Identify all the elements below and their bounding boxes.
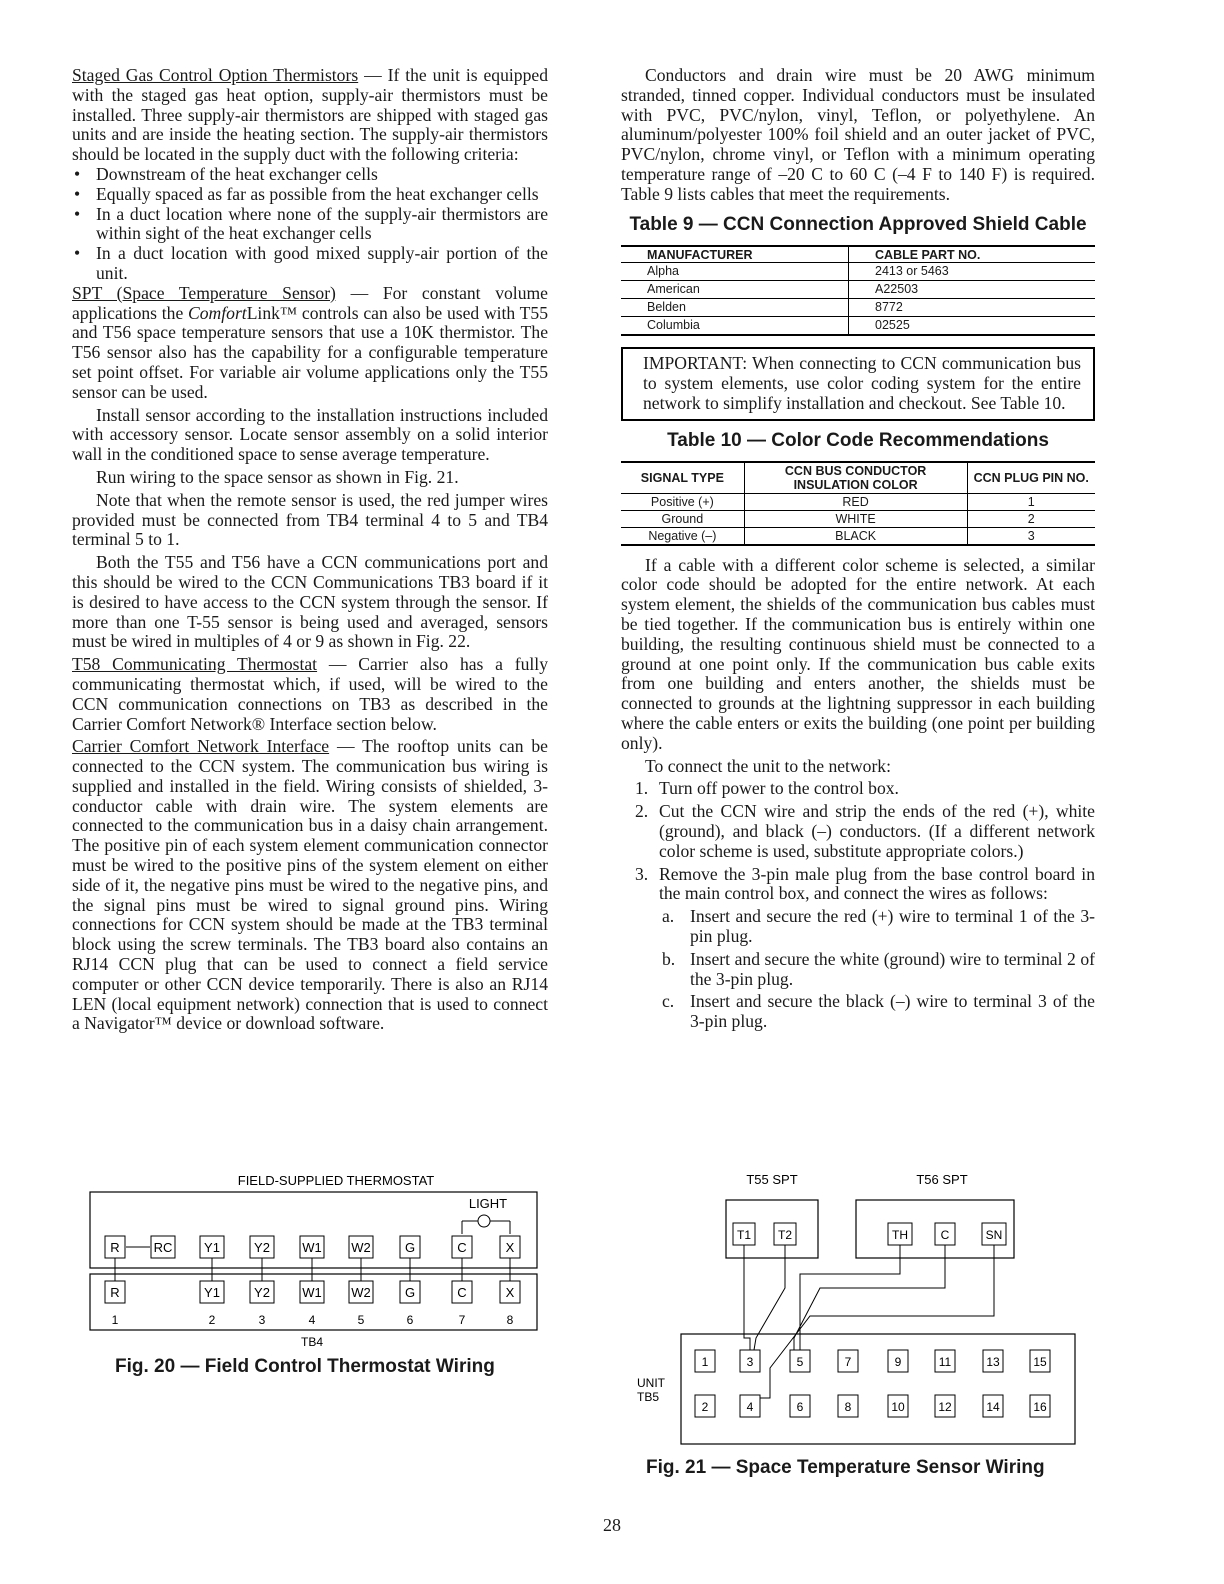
- table-cell: Ground: [621, 510, 744, 527]
- tb5-terminal-13-label: 13: [986, 1355, 1000, 1369]
- table-header: CCN PLUG PIN NO.: [967, 462, 1095, 494]
- t56-label: T56 SPT: [916, 1172, 968, 1187]
- ccn-port-paragraph: Both the T55 and T56 have a CCN communications port and this should be wired to the CCN Communications TB3 board if it is desired to have access to the CCN system through the sensor. If more than one T-55 sensor is being used and averaged, sensors must be wired in multiples of 4 or 9 as shown in Fig. 22.: [72, 552, 548, 652]
- tb5-terminal-8: [838, 1395, 858, 1417]
- tb5-terminals: [695, 1350, 1050, 1417]
- fig20-caption: Fig. 20 — Field Control Thermostat Wiring: [115, 1356, 495, 1377]
- step-number: 2.: [635, 801, 649, 822]
- table-cell: 2: [967, 510, 1095, 527]
- step-number: 1.: [635, 778, 649, 799]
- table-cell: BLACK: [744, 527, 967, 545]
- fig20-title: FIELD-SUPPLIED THERMOSTAT: [237, 1173, 435, 1188]
- cable-color-paragraph: If a cable with a different color scheme is selected, a similar color code should be adopted for the entire network. At each system element, the shields of the communication bus cables must be tied together. If the communication bus is entirely within one building, the resulting continuous shield must be connected to a ground at one point only. If the communication bus cable exits from one building and enters another, the shields must be connected to grounds at the lightning suppressor in each building where the cable enters or exits the building (one point per building only).: [621, 554, 1095, 753]
- thermostat-terminal-w1-label: W1: [302, 1240, 322, 1255]
- note-paragraph: Note that when the remote sensor is used, the red jumper wires provided must be connected from TB4 terminal 4 to 5 and TB4 terminal 5 to 1.: [72, 489, 548, 550]
- tb4-number: 3: [258, 1313, 266, 1327]
- tb4-terminal-c-label: C: [457, 1285, 467, 1300]
- thermostat-wires: [115, 1258, 510, 1281]
- tb4-number: 1: [111, 1313, 119, 1327]
- sensor-wires: [744, 1245, 994, 1398]
- tb4-terminals: [105, 1281, 520, 1303]
- important-notice: IMPORTANT: When connecting to CCN communication bus to system elements, use color coding system for the entire network to simplify installation and checkout. See Table 10.: [621, 347, 1095, 421]
- tb5-terminal-13: [983, 1350, 1003, 1372]
- step-text: Turn off power to the control box.: [659, 778, 899, 799]
- spt-heading: SPT (Space Temperature Sensor): [72, 282, 336, 303]
- table-row: [621, 493, 1095, 510]
- table-cell: American: [621, 280, 849, 298]
- thermostat-terminals: [105, 1236, 520, 1258]
- tb5-terminal-4: [740, 1395, 760, 1417]
- tb4-terminal-c: [452, 1281, 472, 1303]
- wire-sn: [760, 1245, 994, 1398]
- tb5-terminal-14-label: 14: [986, 1400, 1000, 1414]
- table-row: [621, 510, 1095, 527]
- tb5-terminal-12: [935, 1395, 955, 1417]
- table-row: [621, 262, 1095, 280]
- tb4-label: TB4: [300, 1335, 324, 1349]
- list-item: [621, 802, 1095, 861]
- tb4-terminal-x: [500, 1281, 520, 1303]
- step-number: a.: [662, 906, 675, 927]
- tb5-label: TB5: [637, 1390, 660, 1404]
- tb5-terminal-3: [740, 1350, 760, 1372]
- t56-terminal-c-label: C: [940, 1228, 950, 1242]
- tb5-terminal-15: [1030, 1350, 1050, 1372]
- step-text: Cut the CCN wire and strip the ends of the red (+), white (ground), and black (–) conductors. (If a different network color scheme is used, substitute appropriate colors.): [659, 801, 1095, 861]
- table-row: [621, 527, 1095, 545]
- step-number: 3.: [635, 863, 649, 884]
- thermostat-terminal-x-label: X: [505, 1240, 515, 1255]
- list-item: • In a duct location where none of the supply-air thermistors are within sight of the heat exchanger cells: [72, 205, 548, 245]
- unit-label: UNIT: [637, 1376, 665, 1390]
- ccn-interface-heading: Carrier Comfort Network Interface: [72, 736, 330, 757]
- spt-text-b: Link™ controls can also be used with T55 and T56 space temperature sensors that use a 10K thermistor. The T56 sensor also has the capability for a configurable temperature set point offset. For variable air volume applications only the T55 sensor can be used.: [72, 302, 548, 402]
- ccn-interface-text: — The rooftop units can be connected to the CCN system. The communication bus wiring is supplied and installed in the field. Wiring consists of shielded, 3-conductor cable with drain wire. The system elements are connected to the communication bus in a daisy chain arrangement. The positive pin of each system element communication connector must be wired to the positive pins of the system element on either side of it, the negative pins must be wired to the negative pins, and the signal pins must be wired to signal ground pins. Wiring connections for CCN system should be made at the TB3 terminal block using the screw terminals. The TB3 board also contains an RJ14 CCN plug that can be used to connect a field service computer or other CCN device temporarily. There is also an RJ14 LEN (local equipment network) connection that is used to connect a Navigator™ device or download software.: [72, 736, 548, 1034]
- tb5-terminal-7-label: 7: [844, 1355, 852, 1369]
- table9: [621, 245, 1095, 336]
- table-cell: 3: [967, 527, 1095, 545]
- tb5-terminal-16-label: 16: [1033, 1400, 1047, 1414]
- tb4-terminal-r: [105, 1281, 125, 1303]
- spt-italic: Comfort: [188, 302, 247, 323]
- t58-heading: T58 Communicating Thermostat: [72, 654, 318, 675]
- tb5-terminal-4-label: 4: [746, 1400, 754, 1414]
- step-text: Insert and secure the white (ground) wire to terminal 2 of the 3-pin plug.: [690, 948, 1095, 989]
- tb4-numbers: [112, 1313, 514, 1327]
- t55-terminal-t2: [774, 1223, 796, 1245]
- tb4-number: 8: [506, 1313, 514, 1327]
- table-header: CCN BUS CONDUCTOR INSULATION COLOR: [744, 462, 967, 494]
- tb4-terminal-w2: [349, 1281, 373, 1303]
- fig21-diagram: [630, 1168, 1090, 1453]
- page-number: 28: [603, 1515, 621, 1535]
- tb5-terminal-11: [935, 1350, 955, 1372]
- table-cell: WHITE: [744, 510, 967, 527]
- tb4-number: 7: [458, 1313, 466, 1327]
- tb5-terminal-15-label: 15: [1033, 1355, 1047, 1369]
- t56-terminal-th: [888, 1223, 912, 1245]
- t55-label: T55 SPT: [746, 1172, 798, 1187]
- tb4-terminal-y1-label: Y1: [204, 1285, 220, 1300]
- light-circuit: [462, 1215, 510, 1234]
- list-item: • Equally spaced as far as possible from the heat exchanger cells: [72, 185, 548, 205]
- tb5-terminal-16: [1030, 1395, 1050, 1417]
- tb5-terminal-6-label: 6: [796, 1400, 804, 1414]
- tb4-terminal-w1-label: W1: [302, 1285, 322, 1300]
- table9-title: Table 9 — CCN Connection Approved Shield Cable: [629, 213, 1087, 235]
- t55-terminal-t1: [733, 1223, 755, 1245]
- staged-gas-text: — If the unit is equipped with the staged gas heat option, supply-air thermistors must be installed. Three supply-air thermistors are shipped with staged gas units and are inside the heating section. The supply-air thermistors should be located in the supply duct with the following criteria:: [72, 65, 548, 165]
- t56-terminal-c: [935, 1223, 955, 1245]
- tb5-terminal-10: [888, 1395, 908, 1417]
- spt-paragraph: [72, 284, 548, 403]
- tb5-terminal-8-label: 8: [844, 1400, 852, 1414]
- install-paragraph: Install sensor according to the installation instructions included with accessory sensor. Locate sensor assembly on a solid interior wall in the conditioned space to sense average temperature.: [72, 404, 548, 465]
- spt-text: — For constant volume applications the: [72, 282, 548, 323]
- table-row: [621, 316, 1095, 335]
- thermostat-terminal-w2: [349, 1236, 373, 1258]
- step-text: Insert and secure the red (+) wire to terminal 1 of the 3-pin plug.: [690, 906, 1095, 946]
- fig20-diagram: [80, 1168, 550, 1353]
- table-row: [621, 298, 1095, 316]
- table-cell: 1: [967, 493, 1095, 510]
- table-cell: RED: [744, 493, 967, 510]
- t58-paragraph: [72, 655, 548, 734]
- tb5-terminal-6: [790, 1395, 810, 1417]
- list-item: [621, 865, 1095, 1032]
- ccn-interface-paragraph: [72, 737, 548, 1034]
- tb5-terminal-3-label: 3: [746, 1355, 754, 1369]
- table-cell: Positive (+): [621, 493, 744, 510]
- list-item: [621, 779, 1095, 799]
- left-column: [72, 66, 548, 1034]
- tb4-number: 2: [208, 1313, 216, 1327]
- t56-terminal-sn: [982, 1223, 1006, 1245]
- thermostat-terminal-y2: [250, 1236, 274, 1258]
- sub-steps: [659, 907, 1095, 1032]
- tb4-number: 5: [357, 1313, 365, 1327]
- fig21-caption: Fig. 21 — Space Temperature Sensor Wiring: [646, 1457, 1045, 1478]
- tb5-terminal-2: [695, 1395, 715, 1417]
- table-cell: 02525: [849, 316, 1095, 335]
- conductors-paragraph: Conductors and drain wire must be 20 AWG minimum stranded, tinned copper. Individual conductors must be insulated with PVC, PVC/nylon, vinyl, Teflon, or polyethylene. An aluminum/polyester 100% foil shield and an outer jacket of PVC, PVC/nylon, chrome vinyl, or Teflon with a minimum operating temperature range of –20 C to 60 C (–4 F to 140 F) is required. Table 9 lists cables that meet the requirements.: [621, 65, 1095, 204]
- table10-title: Table 10 — Color Code Recommendations: [667, 429, 1049, 451]
- tb4-terminal-y2: [250, 1281, 274, 1303]
- tb4-terminal-g-label: G: [404, 1285, 416, 1300]
- tb5-terminal-10-label: 10: [891, 1400, 905, 1414]
- tb4-terminal-y2-label: Y2: [254, 1285, 270, 1300]
- right-column: [621, 66, 1095, 1035]
- tb4-terminal-w2-label: W2: [351, 1285, 371, 1300]
- criteria-list: [72, 165, 548, 284]
- tb5-terminal-5: [790, 1350, 810, 1372]
- tb4-terminal-g: [400, 1281, 420, 1303]
- tb4-terminal-w1: [300, 1281, 324, 1303]
- table-header: SIGNAL TYPE: [621, 462, 744, 494]
- table-cell: 2413 or 5463: [849, 262, 1095, 280]
- tb5-terminal-5-label: 5: [796, 1355, 804, 1369]
- thermostat-terminal-y2-label: Y2: [254, 1240, 270, 1255]
- thermostat-terminal-w1: [300, 1236, 324, 1258]
- tb4-number: 4: [308, 1313, 316, 1327]
- tb5-terminal-9: [888, 1350, 908, 1372]
- table-row: [621, 280, 1095, 298]
- list-item: [659, 950, 1095, 990]
- thermostat-terminal-c: [452, 1236, 472, 1258]
- list-item: • In a duct location with good mixed supply-air portion of the unit.: [72, 244, 548, 284]
- tb4-terminal-y1: [200, 1281, 224, 1303]
- t56-terminal-sn-label: SN: [985, 1228, 1003, 1242]
- tb5-terminal-12-label: 12: [938, 1400, 952, 1414]
- thermostat-terminal-x: [500, 1236, 520, 1258]
- table-header-row: [621, 462, 1095, 494]
- tb5-terminal-2-label: 2: [701, 1400, 709, 1414]
- tb5-terminal-9-label: 9: [894, 1355, 902, 1369]
- t55-terminal-t2-label: T2: [777, 1228, 793, 1242]
- thermostat-terminal-rc-label: RC: [153, 1240, 173, 1255]
- thermostat-terminal-g: [400, 1236, 420, 1258]
- tb5-terminal-1-label: 1: [701, 1355, 709, 1369]
- thermostat-terminal-y1-label: Y1: [204, 1240, 220, 1255]
- tb5-terminal-1: [695, 1350, 715, 1372]
- step-text: Remove the 3-pin male plug from the base control board in the main control box, and connect the wires as follows:: [659, 863, 1095, 904]
- list-item: [659, 992, 1095, 1032]
- table-cell: Belden: [621, 298, 849, 316]
- tb5-terminal-7: [838, 1350, 858, 1372]
- table-header: CABLE PART NO.: [849, 246, 1095, 263]
- staged-gas-heading: Staged Gas Control Option Thermistors: [72, 65, 359, 85]
- table-header: MANUFACTURER: [621, 246, 849, 263]
- thermostat-terminal-rc: [151, 1236, 175, 1258]
- table-cell: Alpha: [621, 262, 849, 280]
- list-item: [659, 907, 1095, 947]
- staged-gas-paragraph: [72, 66, 548, 165]
- tb4-terminal-x-label: X: [505, 1285, 515, 1300]
- thermostat-terminal-r: [105, 1236, 125, 1258]
- connect-intro: To connect the unit to the network:: [645, 755, 891, 776]
- thermostat-terminal-r-label: R: [110, 1240, 120, 1255]
- thermostat-terminal-c-label: C: [457, 1240, 467, 1255]
- table-cell: Columbia: [621, 316, 849, 335]
- table-cell: Negative (–): [621, 527, 744, 545]
- t56-terminal-th-label: TH: [892, 1228, 908, 1242]
- step-text: Insert and secure the black (–) wire to terminal 3 of the 3-pin plug.: [690, 991, 1095, 1032]
- t55-terminal-t1-label: T1: [736, 1228, 752, 1242]
- tb4-number: 6: [406, 1313, 414, 1327]
- sensor-terminals: [733, 1223, 1006, 1245]
- table-cell: 8772: [849, 298, 1095, 316]
- table-cell: A22503: [849, 280, 1095, 298]
- t58-text: — Carrier also has a fully communicating thermostat which, if used, will be wired to the CCN communication connections on TB3 as described in the Carrier Comfort Network® Interface section below.: [72, 654, 548, 734]
- run-wiring-paragraph: Run wiring to the space sensor as shown in Fig. 21.: [96, 466, 459, 487]
- light-label: LIGHT: [468, 1196, 508, 1211]
- connect-steps: [621, 779, 1095, 1032]
- thermostat-terminal-w2-label: W2: [351, 1240, 371, 1255]
- thermostat-terminal-y1: [200, 1236, 224, 1258]
- table10: [621, 461, 1095, 546]
- thermostat-terminal-g-label: G: [404, 1240, 416, 1255]
- tb5-terminal-14: [983, 1395, 1003, 1417]
- step-number: c.: [662, 991, 675, 1012]
- list-item: • Downstream of the heat exchanger cells: [72, 165, 548, 185]
- tb5-terminal-11-label: 11: [938, 1355, 952, 1369]
- tb4-terminal-r-label: R: [110, 1285, 120, 1300]
- table-header-row: [621, 246, 1095, 263]
- step-number: b.: [662, 948, 676, 969]
